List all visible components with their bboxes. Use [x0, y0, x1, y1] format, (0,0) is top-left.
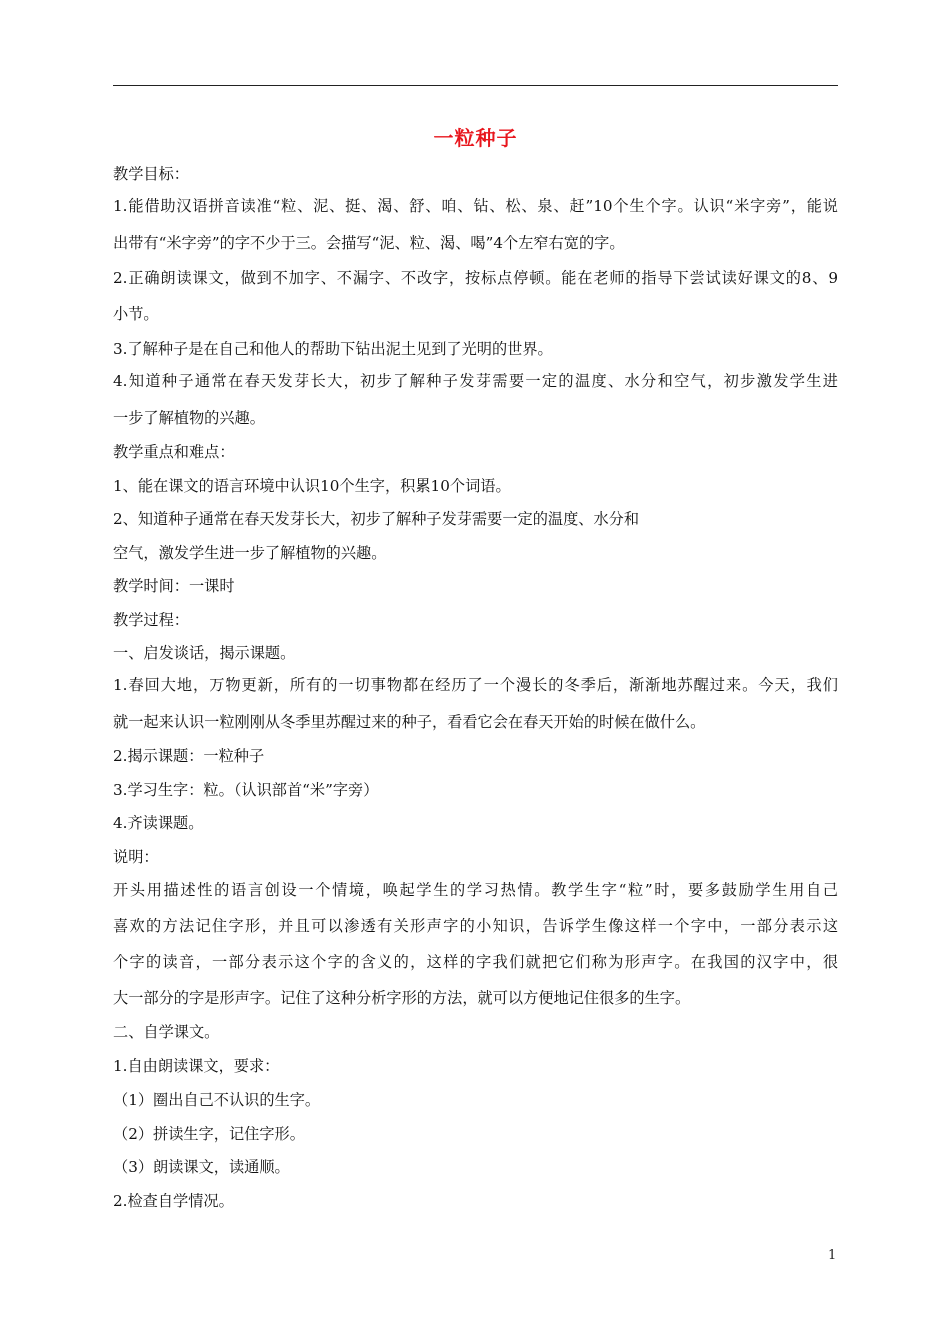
text-line: 一步了解植物的兴趣。	[113, 409, 265, 427]
text-line: 教学重点和难点：	[113, 443, 235, 461]
text-line: 教学过程：	[113, 611, 189, 629]
text-line: 3.学习生字：粒。（认识部首“米”字旁）	[113, 781, 379, 799]
text-line: 个字的读音，一部分表示这个字的含义的，这样的字我们就把它们称为形声字。在我国的汉字中，很	[113, 953, 838, 971]
text-line: 2.正确朗读课文，做到不加字、不漏字、不改字，按标点停顿。能在老师的指导下尝试读好课文的8、9	[113, 269, 838, 287]
text-line: 二、自学课文。	[113, 1023, 220, 1041]
text-line: （2）拼读生字，记住字形。	[113, 1125, 305, 1143]
page-number: 1	[828, 1248, 837, 1263]
text-line: 喜欢的方法记住字形，并且可以渗透有关形声字的小知识，告诉学生像这样一个字中，一部分表示这	[113, 917, 838, 935]
text-line: 2.揭示课题：一粒种子	[113, 747, 265, 765]
document-title: 一粒种子	[433, 126, 518, 150]
text-line: 就一起来认识一粒刚刚从冬季里苏醒过来的种子，看看它会在春天开始的时候在做什么。	[113, 713, 706, 731]
text-line: 2.检查自学情况。	[113, 1192, 234, 1210]
text-line: 空气，激发学生进一步了解植物的兴趣。	[113, 544, 387, 562]
text-line: 出带有“米字旁”的字不少于三。会描写“泥、粒、渴、喝”4个左窄右宽的字。	[113, 234, 625, 252]
text-line: 教学目标：	[113, 165, 189, 183]
text-line: 小节。	[113, 305, 159, 323]
text-line: 一、启发谈话，揭示课题。	[113, 644, 296, 662]
text-line: 大一部分的字是形声字。记住了这种分析字形的方法，就可以方便地记住很多的生字。	[113, 989, 691, 1007]
text-line: 1、能在课文的语言环境中认识10个生字，积累10个词语。	[113, 477, 511, 495]
text-line: 开头用描述性的语言创设一个情境，唤起学生的学习热情。教学生字“粒”时，要多鼓励学生用自己	[113, 881, 838, 899]
text-line: （1）圈出自己不认识的生字。	[113, 1091, 321, 1109]
text-line: 1.能借助汉语拼音读准“粒、泥、挺、渴、舒、咱、钻、松、泉、赶”10个生个字。认识“米字旁”，能说	[113, 197, 838, 215]
text-line: （3）朗读课文，读通顺。	[113, 1158, 290, 1176]
header-rule	[113, 85, 838, 86]
text-line: 说明：	[113, 848, 159, 866]
text-line: 4.知道种子通常在春天发芽长大，初步了解种子发芽需要一定的温度、水分和空气，初步激发学生进	[113, 372, 838, 390]
text-line: 1.自由朗读课文，要求：	[113, 1057, 280, 1075]
text-line: 2、知道种子通常在春天发芽长大，初步了解种子发芽需要一定的温度、水分和	[113, 510, 640, 528]
text-line: 教学时间：一课时	[113, 577, 235, 595]
text-line: 1.春回大地，万物更新，所有的一切事物都在经历了一个漫长的冬季后，渐渐地苏醒过来。今天，我们	[113, 676, 838, 694]
text-line: 3.了解种子是在自己和他人的帮助下钻出泥土见到了光明的世界。	[113, 340, 553, 358]
text-line: 4.齐读课题。	[113, 814, 204, 832]
